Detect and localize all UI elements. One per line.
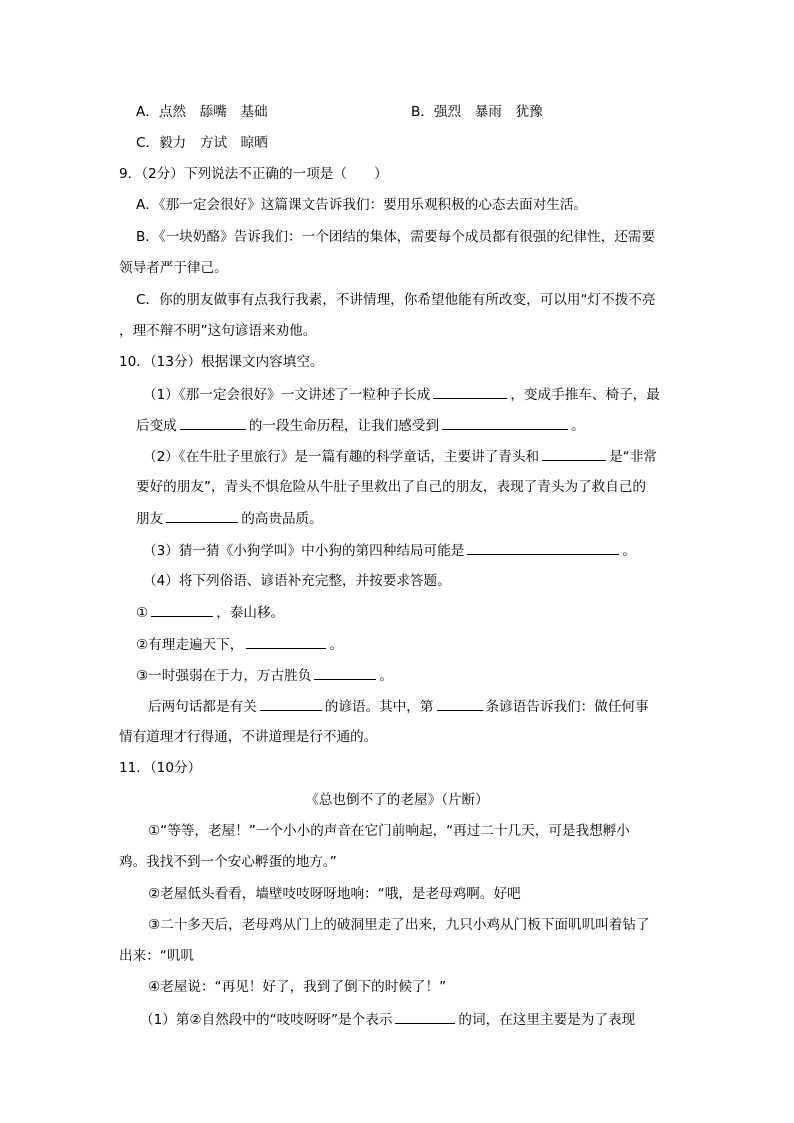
q10-summary-line1	[148, 696, 649, 717]
q8-option-a: A．点然 舔嘴 基础	[136, 104, 268, 120]
q11-sub1-line	[140, 1009, 635, 1030]
q8-option-b: B．强烈 暴雨 犹豫	[411, 104, 543, 120]
q10-part2-blank-2[interactable]	[166, 508, 238, 523]
q10-part3-text-b: 。	[622, 543, 636, 559]
q10-saying-3	[136, 665, 393, 686]
passage-paragraph-2: ②老屋低头看看，墙壁吱吱呀呀地响：“哦，是老母鸡啊。好吧	[148, 886, 521, 902]
passage-paragraph-1-line1: ①“等等，老屋！”一个小小的声音在它门前响起，“再过二十几天，可是我想孵小	[148, 823, 630, 839]
q10-part2-text-a: （2）《在牛肚子里旅行》是一篇有趣的科学童话，主要讲了青头和	[143, 449, 540, 465]
q9-option-b-line2: 领导者严于律己。	[119, 260, 228, 276]
q10-part3-line	[143, 540, 636, 561]
q10-part1-text-c: 后变成	[136, 418, 177, 434]
q10-saying-1-number: ①	[136, 605, 149, 621]
q10-part1-blank-1[interactable]	[433, 384, 507, 399]
q10-saying-2-blank[interactable]	[246, 634, 326, 649]
q10-saying-1-text: ，泰山移。	[216, 605, 285, 621]
passage-title: 《总也倒不了的老屋》（片断）	[305, 792, 489, 808]
q10-part1-text-b: ，变成手推车、椅子，最	[510, 387, 660, 403]
passage-paragraph-4: ④老屋说：“再见！好了，我到了倒下的时候了！”	[148, 979, 447, 995]
q10-summary-blank-1[interactable]	[260, 696, 322, 711]
q10-part1-blank-2[interactable]	[180, 415, 246, 430]
q8-option-c: C．毅力 方试 晾晒	[136, 135, 268, 151]
q10-part4-instruction: （4）将下列俗语、谚语补充完整，并按要求答题。	[143, 573, 451, 589]
q11-sub1-text-a: （1）第②自然段中的“吱吱呀呀”是个表示	[140, 1012, 393, 1028]
q10-part2-line3	[136, 508, 323, 529]
q9-option-c-line2: ，理不辩不明”这句谚语来劝他。	[119, 323, 317, 339]
q9-option-b-line1: B．《一块奶酪》告诉我们：一个团结的集体，需要每个成员都有很强的纪律性，还需要	[136, 229, 656, 245]
q10-summary-text-c: 条谚语告诉我们：做任何事	[485, 699, 649, 715]
q10-part2-text-e: 的高贵品质。	[241, 511, 323, 527]
q9-option-c-line1: C．你的朋友做事有点我行我素，不讲情理，你希望他能有所改变，可以用“灯不拨不亮	[136, 292, 656, 308]
q10-part2-line2: 要好的朋友”，青头不惧危险从牛肚子里救出了自己的朋友，表现了青头为了救自己的	[136, 479, 647, 495]
q10-saying-3-text: ③一时强弱在于力，万古胜负	[136, 668, 312, 684]
q10-saying-3-end: 。	[379, 668, 393, 684]
q10-part1-text-e: 。	[571, 418, 585, 434]
q10-summary-line2: 情有道理才行得通，不讲道理是行不通的。	[119, 729, 378, 745]
q10-saying-2-end: 。	[329, 637, 343, 653]
q9-stem: 9．（2分）下列说法不正确的一项是（ ）	[119, 166, 388, 182]
q11-sub1-text-b: 的词，在这里主要是为了表现	[458, 1012, 636, 1028]
q10-part1-text-d: 的一段生命历程，让我们感受到	[248, 418, 440, 434]
q10-stem: 10．（13分）根据课文内容填空。	[119, 354, 324, 370]
q10-saying-1-blank[interactable]	[151, 602, 213, 617]
q10-summary-text-b: 的谚语。其中，第	[324, 699, 434, 715]
passage-paragraph-3-line2: 出来：“叽叽	[119, 948, 195, 964]
q10-summary-text-a: 后两句话都是有关	[148, 699, 257, 715]
q10-part3-blank[interactable]	[467, 540, 619, 555]
q9-option-a: A．《那一定会很好》这篇课文告诉我们：要用乐观积极的心态去面对生活。	[136, 197, 588, 213]
q11-sub1-blank[interactable]	[395, 1009, 455, 1024]
q10-part3-text-a: （3）猜一猜《小狗学叫》中小狗的第四种结局可能是	[143, 543, 465, 559]
passage-paragraph-3-line1: ③二十多天后，老母鸡从门上的破洞里走了出来，九只小鸡从门板下面叽叽叫着钻了	[148, 917, 650, 933]
q10-part2-text-b: 是“非常	[609, 449, 657, 465]
q10-part1-blank-3[interactable]	[442, 415, 568, 430]
q10-summary-blank-2[interactable]	[437, 696, 483, 711]
q10-part2-line1	[143, 446, 657, 467]
q10-part1-line2	[136, 415, 585, 436]
q10-part1-text-a: （1）《那一定会很好》一文讲述了一粒种子长成	[143, 387, 431, 403]
q10-part2-blank-1[interactable]	[542, 446, 606, 461]
q10-part1-line1	[143, 384, 660, 405]
q10-saying-1	[136, 602, 284, 623]
q10-saying-3-blank[interactable]	[314, 665, 376, 680]
q10-saying-2	[136, 634, 343, 655]
q10-part2-text-d: 朋友	[136, 511, 164, 527]
passage-paragraph-1-line2: 鸡。我找不到一个安心孵蛋的地方。”	[119, 854, 337, 870]
q10-saying-2-text: ②有理走遍天下，	[136, 637, 244, 653]
q11-stem: 11．（10分）	[119, 760, 202, 776]
